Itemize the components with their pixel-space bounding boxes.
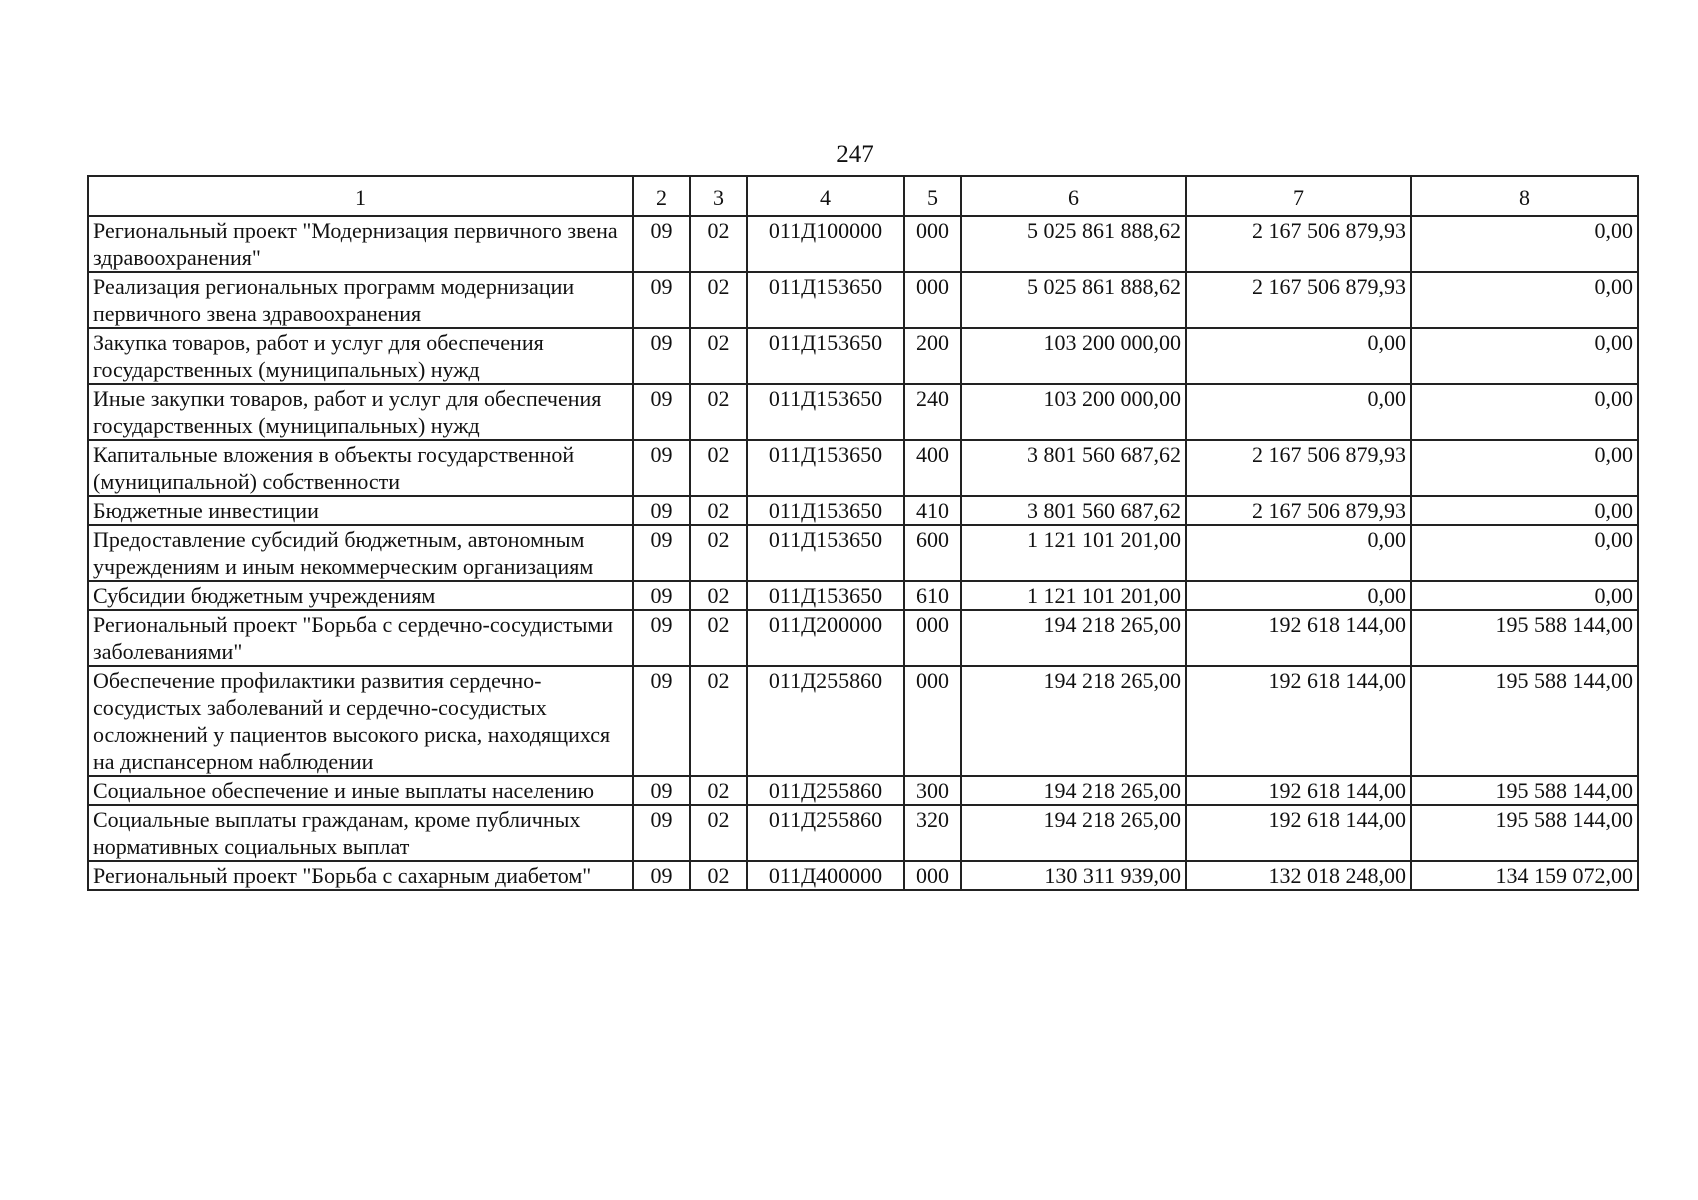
amount-col6-cell: 194 218 265,00 bbox=[961, 610, 1186, 666]
section-code-cell: 09 bbox=[633, 328, 690, 384]
section-code-cell: 09 bbox=[633, 666, 690, 776]
amount-col6-cell: 194 218 265,00 bbox=[961, 666, 1186, 776]
subsection-code-cell: 02 bbox=[690, 496, 747, 525]
section-code-cell: 09 bbox=[633, 861, 690, 890]
amount-col7-cell: 0,00 bbox=[1186, 384, 1411, 440]
subsection-code-cell: 02 bbox=[690, 272, 747, 328]
section-code-cell: 09 bbox=[633, 525, 690, 581]
section-code-cell: 09 bbox=[633, 581, 690, 610]
target-article-cell: 011Д100000 bbox=[747, 216, 904, 272]
amount-col7-cell: 2 167 506 879,93 bbox=[1186, 272, 1411, 328]
target-article-cell: 011Д153650 bbox=[747, 328, 904, 384]
amount-col6-cell: 5 025 861 888,62 bbox=[961, 216, 1186, 272]
target-article-cell: 011Д400000 bbox=[747, 861, 904, 890]
section-code-cell: 09 bbox=[633, 216, 690, 272]
table-row bbox=[88, 666, 1638, 776]
amount-col6-cell: 1 121 101 201,00 bbox=[961, 581, 1186, 610]
subsection-code-cell: 02 bbox=[690, 610, 747, 666]
amount-col7-cell: 0,00 bbox=[1186, 525, 1411, 581]
budget-table bbox=[87, 175, 1639, 891]
amount-col6-cell: 103 200 000,00 bbox=[961, 384, 1186, 440]
row-name-cell: Субсидии бюджетным учреждениям bbox=[88, 581, 633, 610]
target-article-cell: 011Д153650 bbox=[747, 272, 904, 328]
expense-type-cell: 320 bbox=[904, 805, 961, 861]
row-name-cell: Региональный проект "Модернизация первичного звена здравоохранения" bbox=[88, 216, 633, 272]
table-body bbox=[88, 216, 1638, 890]
subsection-code-cell: 02 bbox=[690, 440, 747, 496]
subsection-code-cell: 02 bbox=[690, 525, 747, 581]
expense-type-cell: 610 bbox=[904, 581, 961, 610]
amount-col7-cell: 192 618 144,00 bbox=[1186, 776, 1411, 805]
expense-type-cell: 600 bbox=[904, 525, 961, 581]
amount-col8-cell: 195 588 144,00 bbox=[1411, 805, 1638, 861]
section-code-cell: 09 bbox=[633, 776, 690, 805]
table-row bbox=[88, 496, 1638, 525]
table-row bbox=[88, 272, 1638, 328]
amount-col7-cell: 192 618 144,00 bbox=[1186, 805, 1411, 861]
amount-col8-cell: 195 588 144,00 bbox=[1411, 776, 1638, 805]
row-name-cell: Закупка товаров, работ и услуг для обеспечения государственных (муниципальных) нужд bbox=[88, 328, 633, 384]
amount-col7-cell: 2 167 506 879,93 bbox=[1186, 496, 1411, 525]
target-article-cell: 011Д153650 bbox=[747, 581, 904, 610]
expense-type-cell: 000 bbox=[904, 861, 961, 890]
section-code-cell: 09 bbox=[633, 384, 690, 440]
amount-col6-cell: 1 121 101 201,00 bbox=[961, 525, 1186, 581]
header-cell: 8 bbox=[1411, 176, 1638, 216]
row-name-cell: Предоставление субсидий бюджетным, автономным учреждениям и иным некоммерческим организациям bbox=[88, 525, 633, 581]
row-name-cell: Иные закупки товаров, работ и услуг для обеспечения государственных (муниципальных) нужд bbox=[88, 384, 633, 440]
table-row bbox=[88, 776, 1638, 805]
row-name-cell: Бюджетные инвестиции bbox=[88, 496, 633, 525]
row-name-cell: Региональный проект "Борьба с сахарным диабетом" bbox=[88, 861, 633, 890]
amount-col8-cell: 0,00 bbox=[1411, 496, 1638, 525]
section-code-cell: 09 bbox=[633, 272, 690, 328]
expense-type-cell: 300 bbox=[904, 776, 961, 805]
target-article-cell: 011Д153650 bbox=[747, 384, 904, 440]
amount-col7-cell: 192 618 144,00 bbox=[1186, 610, 1411, 666]
target-article-cell: 011Д200000 bbox=[747, 610, 904, 666]
amount-col7-cell: 2 167 506 879,93 bbox=[1186, 440, 1411, 496]
header-cell: 2 bbox=[633, 176, 690, 216]
row-name-cell: Капитальные вложения в объекты государственной (муниципальной) собственности bbox=[88, 440, 633, 496]
expense-type-cell: 200 bbox=[904, 328, 961, 384]
amount-col6-cell: 103 200 000,00 bbox=[961, 328, 1186, 384]
target-article-cell: 011Д255860 bbox=[747, 666, 904, 776]
header-cell: 4 bbox=[747, 176, 904, 216]
subsection-code-cell: 02 bbox=[690, 384, 747, 440]
section-code-cell: 09 bbox=[633, 610, 690, 666]
expense-type-cell: 240 bbox=[904, 384, 961, 440]
target-article-cell: 011Д255860 bbox=[747, 776, 904, 805]
target-article-cell: 011Д153650 bbox=[747, 496, 904, 525]
subsection-code-cell: 02 bbox=[690, 805, 747, 861]
amount-col8-cell: 0,00 bbox=[1411, 581, 1638, 610]
amount-col7-cell: 132 018 248,00 bbox=[1186, 861, 1411, 890]
subsection-code-cell: 02 bbox=[690, 861, 747, 890]
amount-col7-cell: 2 167 506 879,93 bbox=[1186, 216, 1411, 272]
target-article-cell: 011Д255860 bbox=[747, 805, 904, 861]
header-cell: 3 bbox=[690, 176, 747, 216]
expense-type-cell: 000 bbox=[904, 610, 961, 666]
target-article-cell: 011Д153650 bbox=[747, 440, 904, 496]
amount-col8-cell: 134 159 072,00 bbox=[1411, 861, 1638, 890]
section-code-cell: 09 bbox=[633, 440, 690, 496]
target-article-cell: 011Д153650 bbox=[747, 525, 904, 581]
table-row bbox=[88, 440, 1638, 496]
subsection-code-cell: 02 bbox=[690, 328, 747, 384]
subsection-code-cell: 02 bbox=[690, 581, 747, 610]
expense-type-cell: 000 bbox=[904, 216, 961, 272]
subsection-code-cell: 02 bbox=[690, 666, 747, 776]
header-cell: 1 bbox=[88, 176, 633, 216]
amount-col6-cell: 3 801 560 687,62 bbox=[961, 440, 1186, 496]
amount-col6-cell: 5 025 861 888,62 bbox=[961, 272, 1186, 328]
amount-col7-cell: 0,00 bbox=[1186, 328, 1411, 384]
amount-col8-cell: 0,00 bbox=[1411, 440, 1638, 496]
row-name-cell: Региональный проект "Борьба с сердечно-сосудистыми заболеваниями" bbox=[88, 610, 633, 666]
expense-type-cell: 400 bbox=[904, 440, 961, 496]
amount-col8-cell: 195 588 144,00 bbox=[1411, 610, 1638, 666]
section-code-cell: 09 bbox=[633, 496, 690, 525]
amount-col8-cell: 0,00 bbox=[1411, 384, 1638, 440]
table-row bbox=[88, 581, 1638, 610]
amount-col8-cell: 0,00 bbox=[1411, 216, 1638, 272]
amount-col7-cell: 192 618 144,00 bbox=[1186, 666, 1411, 776]
table-row bbox=[88, 216, 1638, 272]
amount-col6-cell: 194 218 265,00 bbox=[961, 805, 1186, 861]
amount-col8-cell: 0,00 bbox=[1411, 525, 1638, 581]
row-name-cell: Социальное обеспечение и иные выплаты населению bbox=[88, 776, 633, 805]
header-cell: 7 bbox=[1186, 176, 1411, 216]
table-row bbox=[88, 384, 1638, 440]
row-name-cell: Социальные выплаты гражданам, кроме публичных нормативных социальных выплат bbox=[88, 805, 633, 861]
table-row bbox=[88, 805, 1638, 861]
amount-col8-cell: 0,00 bbox=[1411, 328, 1638, 384]
amount-col7-cell: 0,00 bbox=[1186, 581, 1411, 610]
table-header bbox=[88, 176, 1638, 216]
section-code-cell: 09 bbox=[633, 805, 690, 861]
row-name-cell: Обеспечение профилактики развития сердечно-сосудистых заболеваний и сердечно-сосудистых осложнений у пациентов высокого риска, находящихся на диспансерном наблюдении bbox=[88, 666, 633, 776]
table-row bbox=[88, 861, 1638, 890]
table-row bbox=[88, 610, 1638, 666]
subsection-code-cell: 02 bbox=[690, 776, 747, 805]
amount-col6-cell: 130 311 939,00 bbox=[961, 861, 1186, 890]
expense-type-cell: 000 bbox=[904, 666, 961, 776]
expense-type-cell: 410 bbox=[904, 496, 961, 525]
header-cell: 6 bbox=[961, 176, 1186, 216]
header-row bbox=[88, 176, 1638, 216]
page-number: 247 bbox=[836, 141, 874, 168]
header-cell: 5 bbox=[904, 176, 961, 216]
row-name-cell: Реализация региональных программ модернизации первичного звена здравоохранения bbox=[88, 272, 633, 328]
amount-col6-cell: 194 218 265,00 bbox=[961, 776, 1186, 805]
expense-type-cell: 000 bbox=[904, 272, 961, 328]
table-row bbox=[88, 525, 1638, 581]
table-row bbox=[88, 328, 1638, 384]
subsection-code-cell: 02 bbox=[690, 216, 747, 272]
amount-col8-cell: 0,00 bbox=[1411, 272, 1638, 328]
amount-col6-cell: 3 801 560 687,62 bbox=[961, 496, 1186, 525]
amount-col8-cell: 195 588 144,00 bbox=[1411, 666, 1638, 776]
